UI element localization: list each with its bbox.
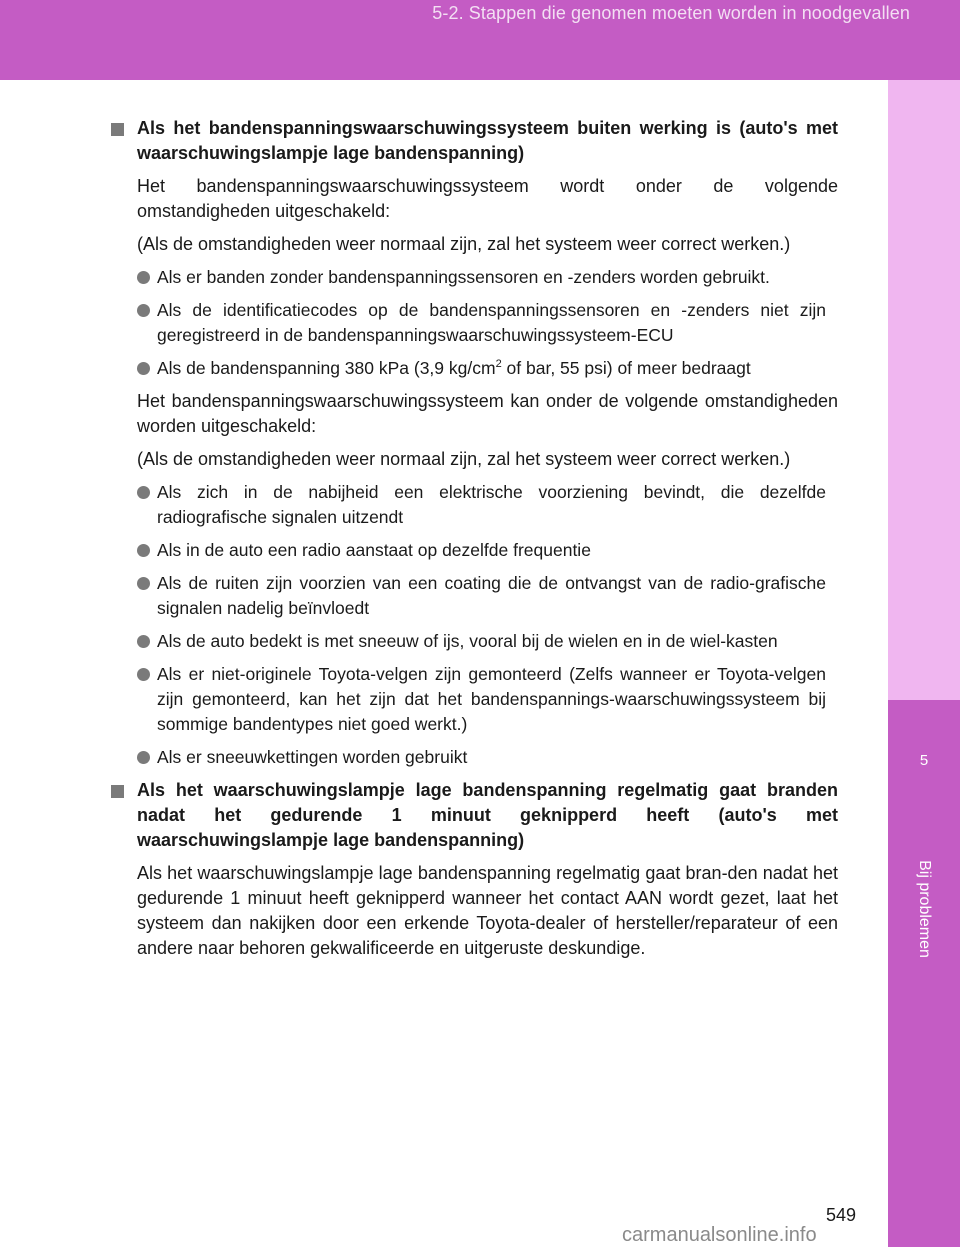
round-bullet-icon [137, 635, 150, 648]
section-heading-text: Als het bandenspanningswaarschuwingssysteem buiten werking is (auto's met waarschuwingslampje lage bandenspanning) [137, 118, 838, 163]
round-bullet-icon [137, 544, 150, 557]
paragraph: Het bandenspanningswaarschuwingssysteem kan onder de volgende omstandigheden worden uitgeschakeld: [137, 391, 838, 436]
list-item [111, 538, 838, 563]
list-item [111, 265, 838, 290]
chapter-label: Bij problemen [916, 860, 933, 958]
list-item-text: Als de ruiten zijn voorzien van een coating die de ontvangst van de radio-grafische signalen nadelig beïnvloedt [157, 573, 826, 618]
paragraph: Als het waarschuwingslampje lage bandenspanning regelmatig gaat bran-den nadat het gedurende 1 minuut heeft geknipperd wanneer het contact AAN wordt gezet, laat het systeem dan nakijken door een erkende Toyota-dealer of hersteller/reparateur of een andere naar behoren gekwalificeerde en uitgeruste deskundige. [137, 863, 838, 958]
list-item-text: Als er niet-originele Toyota-velgen zijn gemonteerd (Zelfs wanneer er Toyota-velgen zijn gemonteerd, kan het zijn dat het bandenspannings-waarschuwingssysteem bij sommige bandentypes niet goed werkt.) [157, 664, 826, 734]
list-item-text: Als in de auto een radio aanstaat op dezelfde frequentie [157, 540, 591, 560]
round-bullet-icon [137, 577, 150, 590]
list-item [111, 480, 838, 530]
list-item [111, 629, 838, 654]
paragraph: (Als de omstandigheden weer normaal zijn, zal het systeem weer correct werken.) [137, 234, 791, 254]
round-bullet-icon [137, 668, 150, 681]
list-item-text: of bar, 55 psi) of meer bedraagt [501, 358, 751, 378]
list-item-text: Als de auto bedekt is met sneeuw of ijs, vooral bij de wielen en in de wiel-kasten [157, 631, 778, 651]
page-content [111, 116, 838, 969]
superscript: 2 [495, 358, 502, 371]
round-bullet-icon [137, 751, 150, 764]
list-item [111, 662, 838, 737]
list-item-text: Als er sneeuwkettingen worden gebruikt [157, 747, 468, 767]
list-item-text: Als zich in de nabijheid een elektrische voorziening bevindt, die dezelfde radiografische signalen uitzendt [157, 482, 826, 527]
paragraph: Het bandenspanningswaarschuwingssysteem wordt onder de volgende omstandigheden uitgeschakeld: [137, 176, 838, 221]
list-item [111, 745, 838, 770]
list-item [111, 298, 838, 348]
section-heading [111, 778, 838, 853]
section-title: 5-2. Stappen die genomen moeten worden in noodgevallen [432, 3, 910, 23]
watermark: carmanualsonline.info [622, 1224, 817, 1246]
round-bullet-icon [137, 271, 150, 284]
list-item-text: Als de identificatiecodes op de bandenspanningssensoren en -zenders niet zijn geregistreerd in de bandenspanningswaarschuwingssysteem-ECU [157, 300, 826, 345]
paragraph: (Als de omstandigheden weer normaal zijn, zal het systeem weer correct werken.) [137, 449, 791, 469]
chapter-number: 5 [919, 752, 929, 769]
round-bullet-icon [137, 304, 150, 317]
round-bullet-icon [137, 486, 150, 499]
list-item [111, 356, 838, 381]
list-item [111, 571, 838, 621]
list-item-text: Als de bandenspanning 380 kPa (3,9 kg/cm [157, 358, 496, 378]
section-heading-text: Als het waarschuwingslampje lage bandenspanning regelmatig gaat branden nadat het gedurende 1 minuut geknipperd heeft (auto's met waarschuwingslampje lage bandenspanning) [137, 780, 838, 850]
page-number: 549 [826, 1205, 857, 1225]
round-bullet-icon [137, 362, 150, 375]
chapter-active-tab [888, 700, 960, 1247]
square-bullet-icon [111, 785, 124, 798]
list-item-text: Als er banden zonder bandenspanningssensoren en -zenders worden gebruikt. [157, 267, 770, 287]
square-bullet-icon [111, 123, 124, 136]
section-heading [111, 116, 838, 166]
